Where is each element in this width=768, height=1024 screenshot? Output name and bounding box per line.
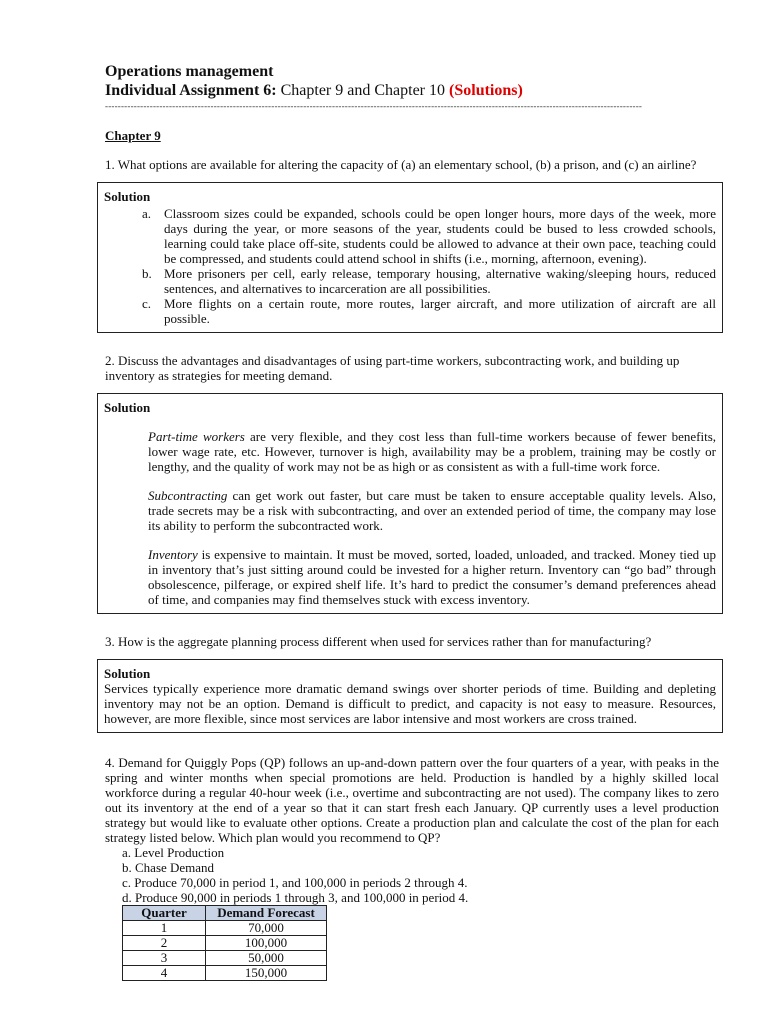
list-marker: c.: [142, 296, 152, 311]
list-marker: b.: [142, 266, 152, 281]
term-part-time: Part-time workers: [148, 429, 245, 444]
table-cell-demand: 50,000: [206, 951, 327, 966]
divider-line: ------------------------------------------------------------------------------------------------------------------------------------------------------------------------: [105, 101, 643, 111]
table-row: [123, 966, 327, 981]
question-4: 4. Demand for Quiggly Pops (QP) follows an up-and-down pattern over the four quarters of a year, with peaks in the spring and winter months when special promotions are held. Production is handled by a highly skilled local workforce during a regular 40-hour week (i.e., overtime and subcontracting are not used). The company likes to zero out its inventory at the end of a year so that it can start fresh each January. QP currently uses a level production strategy but would like to evaluate other options. Create a production plan and calculate the cost of the plan for each strategy listed below. Which plan would you recommend to QP?: [105, 755, 719, 845]
strategy-options: [105, 845, 719, 905]
solution-label: Solution: [104, 666, 151, 681]
list-item-text: More prisoners per cell, early release, temporary housing, alternative waking/sleeping hours, reduced sentences, and alternatives to incarceration are all possibilities.: [164, 266, 716, 296]
list-item: [104, 296, 716, 326]
table-header-row: [123, 906, 327, 921]
list-item: [104, 266, 716, 296]
paragraph-text: are very flexible, and they cost less than full-time workers because of fewer benefits, lower wage rate, etc. However, turnover is high, availability may be a problem, training may be costly or lengthy, and the quality of work may not be as high or as consistent as with a full-time work force.: [148, 429, 717, 474]
question-2: 2. Discuss the advantages and disadvantages of using part-time workers, subcontracting work, and building up inventory as strategies for meeting demand.: [105, 353, 680, 383]
chapter-heading: Chapter 9: [105, 128, 161, 143]
list-item-text: More flights on a certain route, more routes, larger aircraft, and more utilization of aircraft are all possible.: [164, 296, 716, 326]
table-row: [123, 951, 327, 966]
table-cell-quarter: 2: [123, 936, 206, 951]
solution-text: Services typically experience more dramatic demand swings over shorter periods of time. Building and depleting inventory may not be an option. Demand is difficult to predict, and capacity is not easy to measure. Resources, however, are more flexible, since most services are labor intensive and most workers are cross trained.: [104, 681, 716, 726]
table-cell-demand: 150,000: [206, 966, 327, 981]
paragraph-text: can get work out faster, but care must be taken to ensure acceptable quality levels. Also, trade secrets may be a risk with subcontracting, and over an extended period of time, the company may lose its ability to perform the subcontracted work.: [148, 488, 716, 533]
table-row: [123, 936, 327, 951]
option-item: b. Chase Demand: [122, 860, 215, 875]
question-3: 3. How is the aggregate planning process different when used for services rather than for manufacturing?: [105, 634, 652, 649]
list-marker: a.: [142, 206, 152, 221]
table-cell-quarter: 4: [123, 966, 206, 981]
option-item: d. Produce 90,000 in periods 1 through 3, and 100,000 in period 4.: [122, 890, 469, 905]
solution-paragraph-part-time: [104, 429, 716, 474]
table-cell-demand: 100,000: [206, 936, 327, 951]
list-item: [104, 206, 716, 266]
term-inventory: Inventory: [148, 547, 198, 562]
term-subcontracting: Subcontracting: [148, 488, 228, 503]
assignment-title: [105, 81, 719, 100]
solution-label: Solution: [104, 189, 151, 204]
column-header-quarter: Quarter: [123, 906, 206, 921]
table-cell-quarter: 1: [123, 921, 206, 936]
solution-list: [104, 206, 716, 326]
question-1: 1. What options are available for altering the capacity of (a) an elementary school, (b) a prison, and (c) an airline?: [105, 157, 697, 172]
table-cell-quarter: 3: [123, 951, 206, 966]
solution-paragraph-subcontracting: [104, 488, 716, 533]
document-page: [105, 62, 719, 981]
solution-box-3: [97, 659, 723, 733]
paragraph-text: is expensive to maintain. It must be moved, sorted, loaded, unloaded, and tracked. Money tied up in inventory that’s just sitting around could be invested for a higher return. Inventory can “go bad” through obsolescence, pilferage, or expired shelf life. It’s hard to predict the consumer’s demand preferences ahead of time, and companies may find themselves stuck with excess inventory.: [148, 547, 716, 607]
course-title: Operations management: [105, 63, 274, 80]
solution-box-2: [97, 393, 723, 614]
solutions-tag: (Solutions): [449, 82, 523, 99]
demand-forecast-table: [122, 905, 327, 981]
solution-box-1: [97, 182, 723, 333]
solution-paragraph-inventory: [104, 547, 716, 607]
assignment-chapters: Chapter 9 and Chapter 10: [280, 82, 446, 99]
assignment-label: Individual Assignment 6:: [105, 82, 277, 99]
column-header-demand: Demand Forecast: [206, 906, 327, 921]
list-item-text: Classroom sizes could be expanded, schools could be open longer hours, more days of the week, more days during the year, or more seasons of the year, students could be bused to less crowded schools, learning could take place off-site, students could be allowed to advance at their own pace, teaching could be compressed, and students could attend school in shifts (i.e., morning, afternoon, evening).: [164, 206, 716, 266]
solution-label: Solution: [104, 400, 151, 415]
table-row: [123, 921, 327, 936]
option-item: c. Produce 70,000 in period 1, and 100,000 in periods 2 through 4.: [122, 875, 468, 890]
table-cell-demand: 70,000: [206, 921, 327, 936]
option-item: a. Level Production: [122, 845, 225, 860]
